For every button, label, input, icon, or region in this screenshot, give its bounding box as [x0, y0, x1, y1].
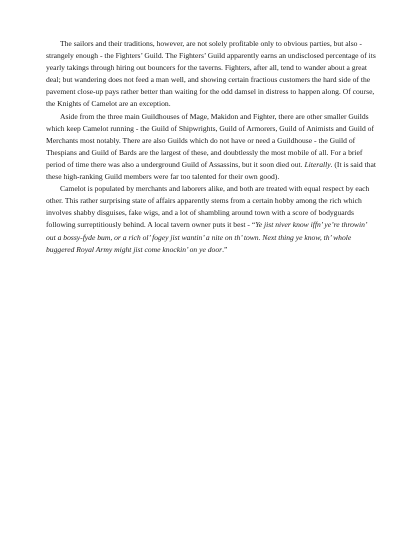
paragraph-text: Camelot is populated by merchants and laborers alike, and both are treated with equal respect by each other. This rather surprising state of affairs apparently stems from a certain hobby among the rich which involves shabby disguises, fake wigs, and a lot of shambling around town with a score of bodyguards following surreptitiously behind. A local tavern owner puts it best - “: [46, 184, 370, 230]
paragraph-text: Aside from the three main Guildhouses of Mage, Makidon and Fighter, there are other smaller Guilds which keep Camelot running - the Guild of Shipwrights, Guild of Armorers, Guild of Animists and Guild of Merchants most notably. There are also Guilds which do not have or need a Guildhouse - the Guild of Thespians and Guild of Bards are the largest of these, and doubtlessly the most mobile of all. For a brief period of time there was also a underground Guild of Assassins, but it soon died out.: [46, 111, 374, 169]
paragraph-camelot-population: [46, 183, 376, 256]
quote-text: Ye jist niver know iffn’ ye’re throwin’ out a bossy-fyde bum, or a rich ol’ fogey jist wantin’ a nite on th’ town. Next thing ye know, th’ whole buggered Royal Army might jist come knockin’ on ye door: [46, 220, 367, 254]
paragraph-other-guilds: [46, 111, 376, 184]
paragraph-text: .”: [222, 244, 228, 254]
body-text: [46, 38, 376, 256]
paragraph-text: The sailors and their traditions, however, are not solely profitable only to obvious parties, but also - strangely enough - the Fighters’ Guild. The Fighters’ Guild apparently earns an undisclosed percentage of its yearly takings through hiring out bouncers for the taverns. Fighters, after all, tend to wander about a great deal; but wandering does not feed a man well, and showing certain fractious customers the hard side of the pavement close-up pays rather better than waiting for the odd damsel in distress to happen along. Of course, the Knights of Camelot are an exception.: [46, 39, 376, 109]
paragraph-text: . (It is said that these high-ranking Guild members were far too talented for their own good).: [46, 159, 376, 182]
emphasis-text: Literally: [304, 159, 331, 169]
paragraph-fighters-guild: [46, 38, 376, 111]
